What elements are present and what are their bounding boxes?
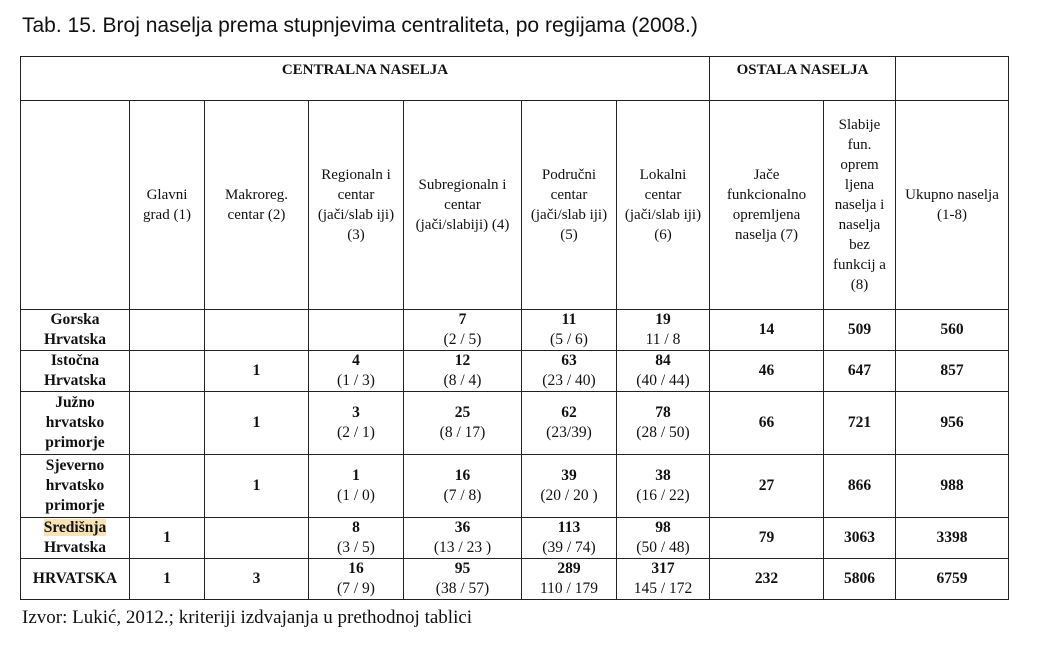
cell-c3-split: (7 / 9) xyxy=(337,580,375,597)
cell-c5 xyxy=(522,310,617,351)
cell-c6 xyxy=(617,559,710,600)
cell-c2: 3 xyxy=(205,559,309,600)
cell-c1 xyxy=(130,310,205,351)
group-other: OSTALA NASELJA xyxy=(710,57,896,101)
cell-c6 xyxy=(617,351,710,392)
cell-c9: 988 xyxy=(896,455,1009,518)
row-label: Južno hrvatsko primorje xyxy=(21,392,130,455)
cell-c6 xyxy=(617,518,710,559)
cell-c6-total: 38 xyxy=(655,467,671,484)
cell-c7: 27 xyxy=(710,455,824,518)
cell-c5-total: 11 xyxy=(561,311,577,328)
cell-c7: 46 xyxy=(710,351,824,392)
header-glavni-grad: Glavni grad (1) xyxy=(130,101,205,310)
row-label-rest: Hrvatska xyxy=(44,539,106,556)
cell-c4-split: (8 / 4) xyxy=(443,372,482,389)
cell-c3 xyxy=(309,559,404,600)
cell-c7: 79 xyxy=(710,518,824,559)
cell-c3-total: 16 xyxy=(348,560,364,577)
table-row-total xyxy=(21,559,1009,600)
cell-c2: 1 xyxy=(205,455,309,518)
cell-c7: 14 xyxy=(710,310,824,351)
group-central: CENTRALNA NASELJA xyxy=(21,57,710,101)
cell-c5-split: (23/39) xyxy=(546,424,592,441)
cell-c4 xyxy=(404,392,522,455)
header-empty xyxy=(21,101,130,310)
cell-c4-total: 7 xyxy=(458,311,467,328)
cell-c5-split: (20 / 20 ) xyxy=(540,487,598,504)
cell-c4-total: 16 xyxy=(454,467,471,484)
cell-c5-total: 63 xyxy=(561,352,577,369)
cell-c3-split: (1 / 3) xyxy=(337,372,375,389)
cell-c5 xyxy=(522,518,617,559)
cell-c6-total: 78 xyxy=(655,404,671,421)
cell-c2 xyxy=(205,310,309,351)
cell-c9: 6759 xyxy=(896,559,1009,600)
row-label: Sjeverno hrvatsko primorje xyxy=(21,455,130,518)
header-lokalni: Lokalni centar (jači/slab iji) (6) xyxy=(617,101,710,310)
cell-c8: 509 xyxy=(824,310,896,351)
header-makroreg: Makroreg. centar (2) xyxy=(205,101,309,310)
cell-c5-total: 289 xyxy=(557,560,581,577)
cell-c6-split: (50 / 48) xyxy=(636,539,690,556)
cell-c8: 3063 xyxy=(824,518,896,559)
cell-c9: 560 xyxy=(896,310,1009,351)
cell-c4-split: (13 / 23 ) xyxy=(433,539,492,556)
cell-c1: 1 xyxy=(130,559,205,600)
cell-c4-total: 36 xyxy=(454,519,471,536)
table-row xyxy=(21,310,1009,351)
cell-c4-total: 25 xyxy=(454,404,471,421)
cell-c4-total: 12 xyxy=(454,352,471,369)
cell-c6-split: 145 / 172 xyxy=(633,580,693,597)
cell-c6-total: 317 xyxy=(651,560,675,577)
cell-c6 xyxy=(617,310,710,351)
cell-c4 xyxy=(404,518,522,559)
group-empty xyxy=(896,57,1009,101)
cell-c4-split: (7 / 8) xyxy=(443,487,482,504)
row-label: HRVATSKA xyxy=(21,559,130,600)
header-regionalni: Regionaln i centar (jači/slab iji) (3) xyxy=(309,101,404,310)
cell-c6-split: (28 / 50) xyxy=(636,424,690,441)
cell-c1: 1 xyxy=(130,518,205,559)
cell-c8: 647 xyxy=(824,351,896,392)
cell-c3 xyxy=(309,518,404,559)
cell-c1 xyxy=(130,455,205,518)
row-label: Gorska Hrvatska xyxy=(21,310,130,351)
source-note: Izvor: Lukić, 2012.; kriteriji izdvajanja u prethodnoj tablici xyxy=(22,607,473,628)
cell-c3 xyxy=(309,392,404,455)
cell-c5 xyxy=(522,392,617,455)
cell-c2 xyxy=(205,518,309,559)
cell-c4 xyxy=(404,559,522,600)
cell-c3 xyxy=(309,351,404,392)
cell-c3 xyxy=(309,455,404,518)
header-podrucni: Područni centar (jači/slab iji) (5) xyxy=(522,101,617,310)
cell-c2: 1 xyxy=(205,351,309,392)
header-slabije-opremljena: Slabije fun. oprem ljena naselja i naselja bez funkcij a (8) xyxy=(824,101,896,310)
table-caption: Tab. 15. Broj naselja prema stupnjevima centraliteta, po regijama (2008.) xyxy=(22,14,698,37)
cell-c6-total: 19 xyxy=(655,311,671,328)
table-row xyxy=(21,518,1009,559)
cell-c3 xyxy=(309,310,404,351)
cell-c3-split: (1 / 0) xyxy=(337,487,375,504)
cell-c6 xyxy=(617,392,710,455)
cell-c6-split: (40 / 44) xyxy=(636,372,690,389)
cell-c3-split: (2 / 1) xyxy=(337,424,375,441)
cell-c4-split: (38 / 57) xyxy=(435,580,490,597)
cell-c6-split: (16 / 22) xyxy=(636,487,690,504)
cell-c5-total: 39 xyxy=(561,467,577,484)
cell-c6 xyxy=(617,455,710,518)
cell-c6-split: 11 / 8 xyxy=(645,331,681,348)
cell-c3-split: (3 / 5) xyxy=(337,539,375,556)
cell-c2: 1 xyxy=(205,392,309,455)
cell-c7: 66 xyxy=(710,392,824,455)
table-row xyxy=(21,351,1009,392)
cell-c4 xyxy=(404,455,522,518)
cell-c9: 956 xyxy=(896,392,1009,455)
cell-c5-split: (23 / 40) xyxy=(542,372,596,389)
cell-c5-split: (39 / 74) xyxy=(542,539,596,556)
cell-c3-total: 1 xyxy=(352,467,360,484)
cell-c1 xyxy=(130,392,205,455)
cell-c4-total: 95 xyxy=(454,560,471,577)
settlements-table xyxy=(20,56,1009,600)
cell-c1 xyxy=(130,351,205,392)
cell-c4 xyxy=(404,351,522,392)
column-header-row xyxy=(21,101,1009,310)
row-label xyxy=(21,518,130,559)
header-subregionalni: Subregionaln i centar (jači/slabiji) (4) xyxy=(404,101,522,310)
cell-c5 xyxy=(522,559,617,600)
cell-c5-total: 62 xyxy=(561,404,577,421)
cell-c4-split: (8 / 17) xyxy=(439,424,486,441)
cell-c4-split: (2 / 5) xyxy=(443,331,482,348)
header-ukupno: Ukupno naselja (1-8) xyxy=(896,101,1009,310)
cell-c8: 866 xyxy=(824,455,896,518)
cell-c7: 232 xyxy=(710,559,824,600)
group-header-row xyxy=(21,57,1009,101)
cell-c5-total: 113 xyxy=(557,519,581,536)
cell-c8: 5806 xyxy=(824,559,896,600)
row-label-highlight: Središnja xyxy=(43,519,107,536)
cell-c3-total: 3 xyxy=(352,404,360,421)
cell-c6-total: 84 xyxy=(655,352,671,369)
cell-c3-total: 4 xyxy=(352,352,360,369)
header-jace-opremljena: Jače funkcionalno opremljena naselja (7) xyxy=(710,101,824,310)
cell-c8: 721 xyxy=(824,392,896,455)
table-row xyxy=(21,455,1009,518)
cell-c5-split: (5 / 6) xyxy=(550,331,588,348)
cell-c9: 857 xyxy=(896,351,1009,392)
table-row xyxy=(21,392,1009,455)
cell-c3-total: 8 xyxy=(352,519,360,536)
cell-c6-total: 98 xyxy=(655,519,671,536)
cell-c9: 3398 xyxy=(896,518,1009,559)
row-label: Istočna Hrvatska xyxy=(21,351,130,392)
cell-c5 xyxy=(522,351,617,392)
cell-c5 xyxy=(522,455,617,518)
cell-c5-split: 110 / 179 xyxy=(540,580,598,597)
cell-c4 xyxy=(404,310,522,351)
